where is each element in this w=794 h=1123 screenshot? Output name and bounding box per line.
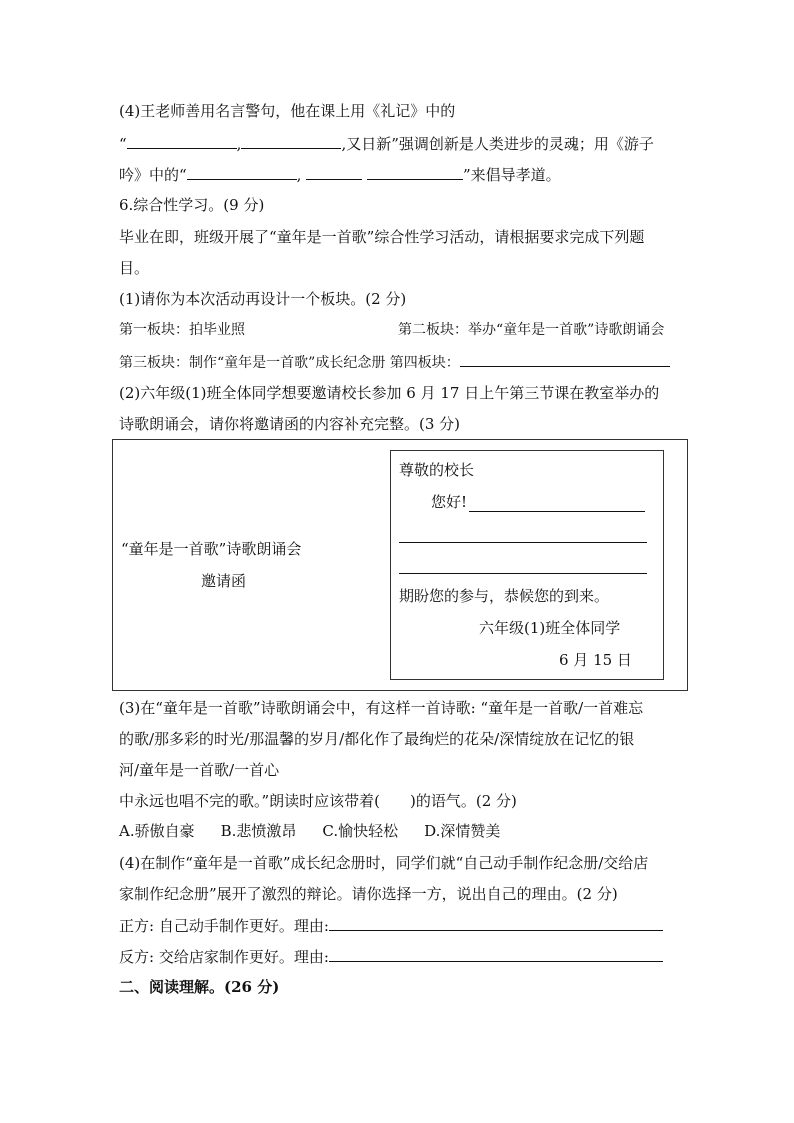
blank-4[interactable] [306, 163, 362, 180]
q6-sub3-line1: (3)在“童年是一首歌”诗歌朗诵会中，有这样一首诗歌: “童年是一首歌/一首难忘 [119, 699, 644, 717]
option-d[interactable]: D.深情赞美 [424, 822, 501, 840]
block4-blank[interactable] [460, 350, 670, 367]
q4-quote-open: “ [119, 135, 127, 153]
q6-sub1: (1)请你为本次活动再设计一个板块。(2 分) [119, 290, 407, 308]
option-a[interactable]: A.骄傲自豪 [119, 822, 195, 840]
q4-line3-start: 吟》中的“ [119, 166, 187, 184]
q6-sub3-line4: 中永远也唱不完的歌。”朗读时应该带着( )的语气。(2 分) [119, 792, 517, 810]
q4-line2 [119, 132, 654, 155]
blank-5[interactable] [367, 163, 463, 180]
q4-line1: (4)王老师善用名言警句，他在课上用《礼记》中的 [119, 102, 456, 120]
section2-heading: 二、阅读理解。(26 分) [119, 978, 280, 996]
q6-sub2-line2: 诗歌朗诵会，请你将邀请函的内容补充完整。(3 分) [119, 415, 461, 433]
invite-greeting: 尊敬的校长 [399, 461, 475, 479]
q6-heading: 6.综合性学习。(9 分) [119, 196, 265, 214]
blank-3[interactable] [187, 163, 297, 180]
q6-intro2: 目。 [119, 259, 150, 277]
pro-row [119, 914, 663, 937]
invite-blank-3[interactable] [399, 573, 647, 574]
invite-date: 6 月 15 日 [559, 651, 632, 669]
invite-closing: 期盼您的参与，恭候您的到来。 [399, 587, 610, 605]
invite-cover-sub: 邀请函 [201, 572, 247, 590]
q4-line2-rest: ,又日新”强调创新是人类进步的灵魂；用《游子 [341, 135, 654, 153]
blank-2[interactable] [241, 132, 341, 149]
pro-label: 正方: 自己动手制作更好。理由: [119, 917, 329, 935]
invite-hello: 您好! [431, 493, 468, 511]
option-b[interactable]: B.悲愤激昂 [220, 822, 297, 840]
q6-block2: 第二板块：举办“童年是一首歌”诗歌朗诵会 [398, 322, 665, 338]
con-row [119, 945, 663, 968]
q4-comma: , [236, 135, 242, 153]
invite-blank-1[interactable] [469, 511, 645, 512]
q6-sub3-line2: 的歌/那多彩的时光/那温馨的岁月/都化作了最绚烂的花朵/深情绽放在记忆的银 [119, 730, 635, 748]
option-c[interactable]: C.愉快轻松 [322, 822, 399, 840]
q6-options [119, 820, 500, 842]
q4-line3-end: ”来倡导孝道。 [463, 166, 561, 184]
invite-blank-2[interactable] [399, 542, 647, 543]
q6-intro1: 毕业在即，班级开展了“童年是一首歌”综合性学习活动，请根据要求完成下列题 [119, 228, 645, 246]
q6-block1: 第一板块：拍毕业照 [119, 322, 245, 338]
q6-block3-row [119, 350, 670, 374]
q6-sub4-line2: 家制作纪念册”展开了激烈的辩论。请你选择一方，说出自己的理由。(2 分) [119, 885, 618, 903]
con-reason-blank[interactable] [329, 945, 663, 962]
q6-block4: 第四板块： [389, 355, 460, 371]
q4-line3 [119, 163, 561, 186]
invite-sender: 六年级(1)班全体同学 [479, 619, 621, 637]
q6-sub3-line3: 河/童年是一首歌/一首心 [119, 761, 280, 779]
invite-cover-title: “童年是一首歌”诗歌朗诵会 [121, 540, 302, 558]
invitation-letter [390, 450, 664, 680]
invitation-card [112, 439, 688, 691]
q6-block3: 第三板块：制作“童年是一首歌”成长纪念册 [119, 355, 386, 371]
pro-reason-blank[interactable] [329, 914, 663, 931]
blank-1[interactable] [127, 132, 237, 149]
q4-line3-comma: , [296, 166, 302, 184]
q6-sub2-line1: (2)六年级(1)班全体同学想要邀请校长参加 6 月 17 日上午第三节课在教室举办的 [119, 384, 660, 402]
q6-sub4-line1: (4)在制作“童年是一首歌”成长纪念册时，同学们就“自己动手制作纪念册/交给店 [119, 854, 649, 872]
con-label: 反方: 交给店家制作更好。理由: [119, 948, 329, 966]
